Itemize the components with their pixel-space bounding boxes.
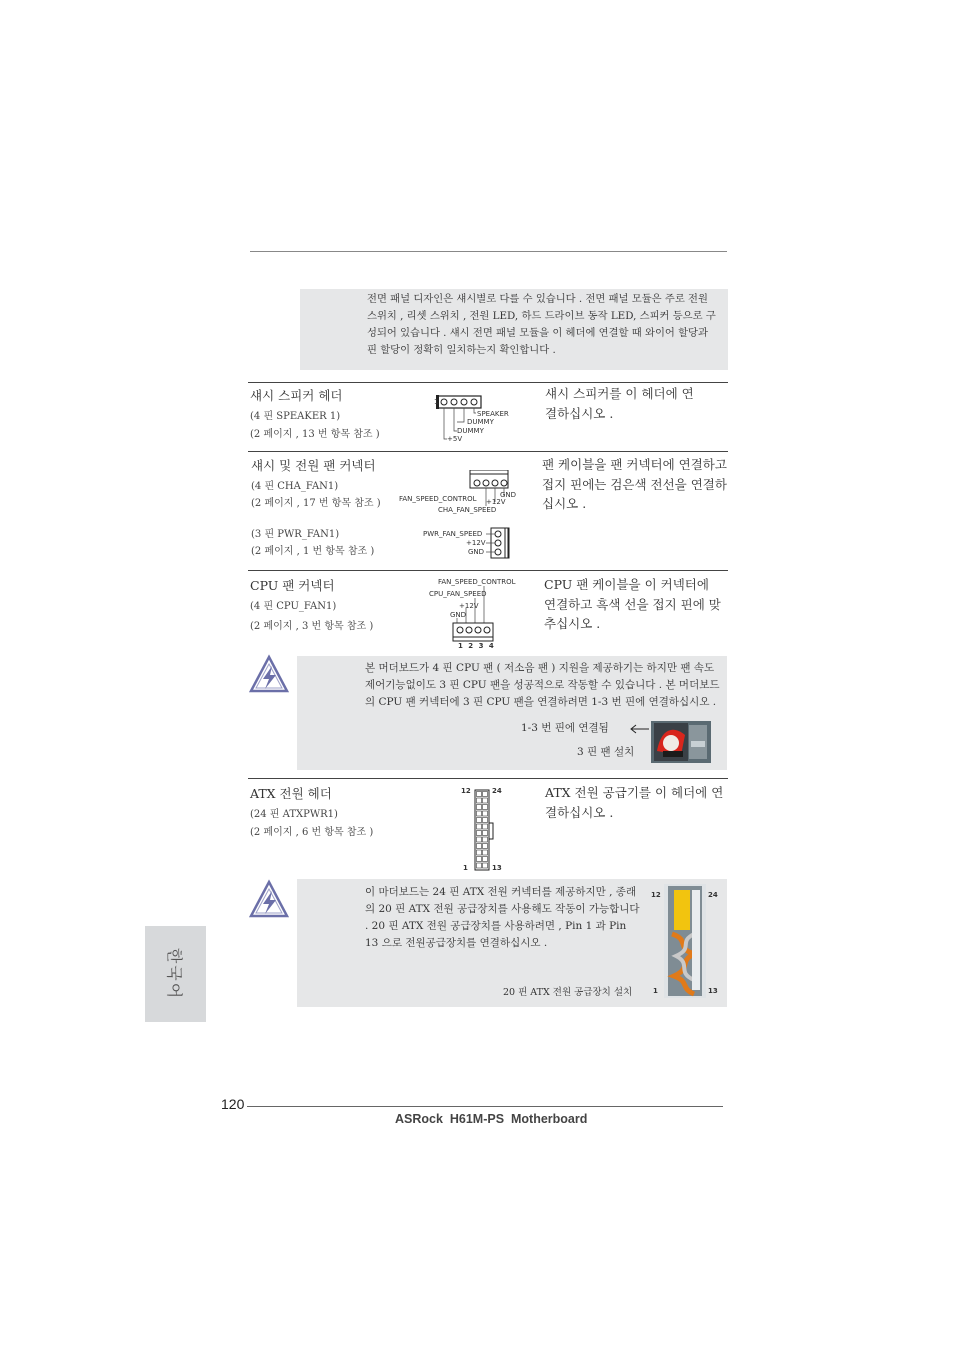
speaker-pins: (4 핀 SPEAKER 1) [250,411,341,422]
footer-product: ASRock H61M-PS Motherboard [395,1112,588,1126]
atx-pin [483,824,488,829]
atx-label-12: 12 [461,787,471,795]
cpu-fan-label-speed: CPU_FAN_SPEED [429,590,487,598]
speaker-title: 섀시 스피커 헤더 [250,388,343,403]
atx-pin [483,805,488,810]
cha-fan-label-gnd: GND [500,491,517,499]
cpu-fan-label-control: FAN_SPEED_CONTROL [438,578,516,586]
top-rule [250,251,727,252]
arrow-left-icon [628,720,650,732]
fan-desc: 팬 케이블을 팬 커넥터에 연결하고 접지 핀에는 검은색 전선을 연결하십시오 . [542,457,727,511]
cpu-fan-label-12v: +12V [459,602,479,610]
cpu-fan-pin-numbers: 1 2 3 4 [458,642,496,650]
photo-label-13: 13 [708,987,718,995]
atx-pin [477,850,482,855]
cpu-fan-label-gnd: GND [450,611,467,619]
note1-label-connected: 1-3 번 핀에 연결됨 [521,722,609,734]
atx-pin [483,831,488,836]
photo-label-24: 24 [708,891,718,899]
atx-pin [483,818,488,823]
photo-label-1: 1 [653,987,658,995]
language-side-tab [145,926,206,1022]
cpu-ref: (2 페이지 , 3 번 항목 참조 ) [250,621,374,632]
atx-pin [477,818,482,823]
pwr-fan-label-12v: +12V [466,539,486,547]
fan-cha-pins: (4 핀 CHA_FAN1) [251,481,339,492]
cha-fan-label-speed: CHA_FAN_SPEED [438,506,497,514]
language-label: 한국어 [165,947,185,1001]
photo-label-12: 12 [651,891,661,899]
pwr-fan-label-gnd: GND [468,548,485,556]
pwr-fan-label-speed: PWR_FAN_SPEED [423,530,483,538]
atx-pin [483,811,488,816]
fan-rule [248,451,728,452]
cpu-fan-photo [651,721,711,763]
speaker-pin1-label: 1 [434,398,439,406]
speaker-ref: (2 페이지 , 13 번 항목 참조 ) [250,429,380,440]
warning-icon-2 [248,879,290,919]
cpu-title: CPU 팬 커넥터 [250,578,335,593]
atx-label-13: 13 [492,864,502,872]
atx-pin [483,792,488,797]
note1-label-install: 3 핀 팬 설치 [577,746,635,758]
atx-label-1: 1 [463,864,468,872]
page-number: 120 [221,1096,245,1112]
speaker-label-dummy2: DUMMY [457,427,484,435]
fan-pwr-ref: (2 페이지 , 1 번 항목 참조 ) [251,546,375,557]
atx-pin [477,837,482,842]
fan-cha-ref: (2 페이지 , 17 번 항목 참조 ) [251,498,381,509]
atx-desc: ATX 전원 공급기를 이 헤더에 연결하십시오 . [545,785,724,820]
cpu-rule [248,570,728,571]
atx-rule [248,778,728,779]
atx-pin [483,863,488,868]
atx-pin [483,837,488,842]
note1-text: 본 머더보드가 4 핀 CPU 팬 ( 저소음 팬 ) 지원을 제공하기는 하지만 팬 속도 제어기능없이도 3 핀 CPU 팬을 성공적으로 작동할 수 있습니다 . 본 머더보드의 CPU 팬 커넥터에 3 핀 CPU 팬을 연결하려면 1-3 번 핀에 연결하십시오 . [365,662,720,708]
note2-text: 이 마더보드는 24 핀 ATX 전원 커넥터를 제공하지만 , 종래의 20 핀 ATX 전원 공급장치를 사용해도 작동이 가능합니다 . 20 핀 ATX 전원 공급장치를 사용하려면 , Pin 1 과 Pin 13 으로 전원공급장치를 연결하십시오 . [365,886,640,949]
note2-caption: 20 핀 ATX 전원 공급장치 설치 [503,987,633,998]
atx-pin [477,792,482,797]
cpu-pins: (4 핀 CPU_FAN1) [250,601,337,612]
pwr-fan-diagram [484,527,514,561]
atx-pin [477,824,482,829]
atx-header-diagram [474,789,496,871]
cpu-desc: CPU 팬 케이블을 이 커넥터에 연결하고 흑색 선을 접지 핀에 맞추십시오 . [544,577,721,631]
footer-rule [247,1106,723,1107]
atx-pin [483,844,488,849]
speaker-desc: 섀시 스피커를 이 헤더에 연결하십시오 . [545,386,694,421]
fan-pwr-pins: (3 핀 PWR_FAN1) [251,529,340,540]
speaker-label-speaker: SPEAKER [477,410,509,418]
atx-pin [477,863,482,868]
atx-pin [477,857,482,862]
atx-power-photo [664,884,706,998]
atx-pins: (24 핀 ATXPWR1) [250,809,338,820]
atx-pin [477,844,482,849]
fan-title: 섀시 및 전원 팬 커넥터 [251,458,376,473]
warning-icon [248,654,290,694]
atx-pin [477,831,482,836]
speaker-rule [248,382,728,383]
atx-pin [477,805,482,810]
atx-pin [483,857,488,862]
atx-pin [477,811,482,816]
cha-fan-label-12v: +12V [486,498,506,506]
atx-pin [483,850,488,855]
atx-title: ATX 전원 헤더 [250,786,332,801]
speaker-label-5v: +5V [447,435,463,443]
intro-text: 전면 패널 디자인은 섀시별로 다를 수 있습니다 . 전면 패널 모듈은 주로 전원 스위치 , 리셋 스위치 , 전원 LED, 하드 드라이브 동작 LED, 스피커 등으로 구성되어 있습니다 . 섀시 전면 패널 모듈을 이 헤더에 연결할 때 와이어 할당과 핀 할당이 정확히 일치하는지 확인합니다 . [367,293,716,356]
cha-fan-label-control: FAN_SPEED_CONTROL [399,495,477,503]
atx-pin [477,798,482,803]
atx-ref: (2 페이지 , 6 번 항목 참조 ) [250,827,374,838]
speaker-label-dummy1: DUMMY [467,418,494,426]
atx-label-24: 24 [492,787,502,795]
atx-pin [483,798,488,803]
